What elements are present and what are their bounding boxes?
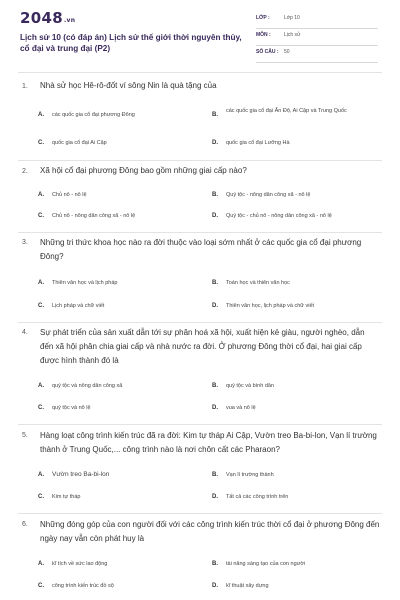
option-letter: B. [212,472,218,478]
option-letter: C. [38,405,44,411]
option-letter: C. [38,140,44,146]
option-text: Vườn treo Ba-bi-lon [52,471,110,478]
option-text: Quý tộc - chủ nô - nông dân công xã - nô lệ [226,213,332,219]
option-text: Toán học và thiên văn học [226,280,290,286]
option-letter: C. [38,583,44,589]
logo-domain: .vn [63,17,76,24]
option-text: Kim tự tháp [52,494,81,500]
meta-info [256,12,378,63]
option-text: công trình kiến trúc đồ sộ [52,583,114,589]
question-text: Những tri thức khoa học nào ra đời thuộc vào loại sớm nhất ở các quốc gia cổ đại phương Đông? [40,238,362,261]
option-letter: A. [38,561,44,567]
option-text: Thiên văn học, lịch pháp và chữ viết [226,303,315,309]
meta-value: Lớp 10 [284,15,300,21]
meta-label: SỐ CÂU : [256,49,279,55]
meta-label: MÔN : [256,32,271,38]
option-letter: D. [212,494,218,500]
page-header [0,0,400,66]
meta-label: LỚP : [256,15,270,21]
question-number: 5. [22,432,28,439]
option-letter: B. [212,112,218,118]
question-divider [18,322,382,323]
logo-text: 2048 [20,9,63,27]
question-number: 4. [22,329,28,336]
option-letter: A. [38,472,44,478]
option-text: Lịch pháp và chữ viết [52,303,105,309]
question-number: 3. [22,239,28,246]
site-logo[interactable] [20,9,75,27]
option-text: quý tộc và nông dân công xã [52,383,123,389]
option-letter: C. [38,213,44,219]
option-text: vua và nô lệ [226,405,256,411]
option-text: Vạn lí trường thành [226,472,274,478]
option-text: Chủ nô - nô lệ [52,192,87,198]
question-text: Hàng loạt công trình kiến trúc đã ra đời: Kim tự tháp Ai Cập, Vườn treo Ba-bi-lon, Vạn lí trường thành ở Trung Quốc,... công trình nào là nơi chôn cất các Pharaon? [40,431,377,454]
option-text: Chủ nô - nông dân công xã - nô lệ [52,213,136,219]
question-text: Xã hội cổ đại phương Đông bao gồm những giai cấp nào? [40,166,247,175]
option-letter: D. [212,213,218,219]
question-text: Nhà sử học Hê-rô-đốt ví sông Nin là quà tặng của [40,81,217,90]
option-letter: C. [38,494,44,500]
option-letter: A. [38,280,44,286]
meta-row-count [256,46,378,63]
meta-value: Lịch sử [284,32,301,38]
option-letter: C. [38,303,44,309]
question-number: 2. [22,168,28,175]
option-letter: B. [212,383,218,389]
question-text: Sự phát triển của sản xuất dẫn tới sự phân hoá xã hội, xuất hiện kẻ giàu, người nghèo, dẫn đến xã hội phân chia giai cấp và nhà nước ra đời. Ở phương Đông thời cổ đại, hai giai cấp được hình thành đó là [40,328,365,365]
meta-row-class [256,12,378,29]
option-text: các quốc gia cổ đại Ấn Độ, Ai Cập và Trung Quốc [226,108,347,114]
option-text: tài năng sáng tạo của con người [226,561,306,567]
option-letter: B. [212,192,218,198]
question-divider [18,232,382,233]
option-text: các quốc gia cổ đại phương Đông [52,112,135,118]
option-letter: D. [212,140,218,146]
option-text: Tất cả các công trình trên [226,494,289,500]
option-text: quý tộc và nô lệ [52,405,91,411]
option-text: quốc gia cổ đại Lưỡng Hà [226,140,290,146]
question-divider [18,160,382,161]
meta-row-subject [256,29,378,46]
option-letter: D. [212,303,218,309]
option-text: quốc gia cổ đại Ai Cập [52,140,107,146]
option-letter: D. [212,405,218,411]
option-letter: A. [38,192,44,198]
option-letter: A. [38,112,44,118]
question-number: 1. [22,83,28,90]
option-text: Quý tộc - nông dân công xã - nô lệ [226,192,311,198]
option-letter: B. [212,561,218,567]
meta-value: 50 [284,49,290,55]
option-text: Thiên văn học và lịch pháp [52,280,118,286]
question-divider [18,424,382,425]
option-text: kĩ thuật xây dựng [226,583,269,589]
option-letter: D. [212,583,218,589]
document-title: Lịch sử 10 (có đáp án) Lịch sử thế giới thời nguyên thủy, cổ đại và trung đại (P2) [20,33,242,53]
option-letter: A. [38,383,44,389]
option-text: quý tộc và bình dân [226,383,275,389]
question-divider [18,513,382,514]
question-number: 6. [22,521,28,528]
option-text: kĩ tích về sức lao động [52,561,108,567]
question-divider [18,72,382,73]
option-letter: B. [212,280,218,286]
question-text: Những đóng góp của con người đối với các công trình kiến trúc thời cổ đại ở phương Đông đến ngày nay vẫn còn phát huy là [40,520,380,543]
